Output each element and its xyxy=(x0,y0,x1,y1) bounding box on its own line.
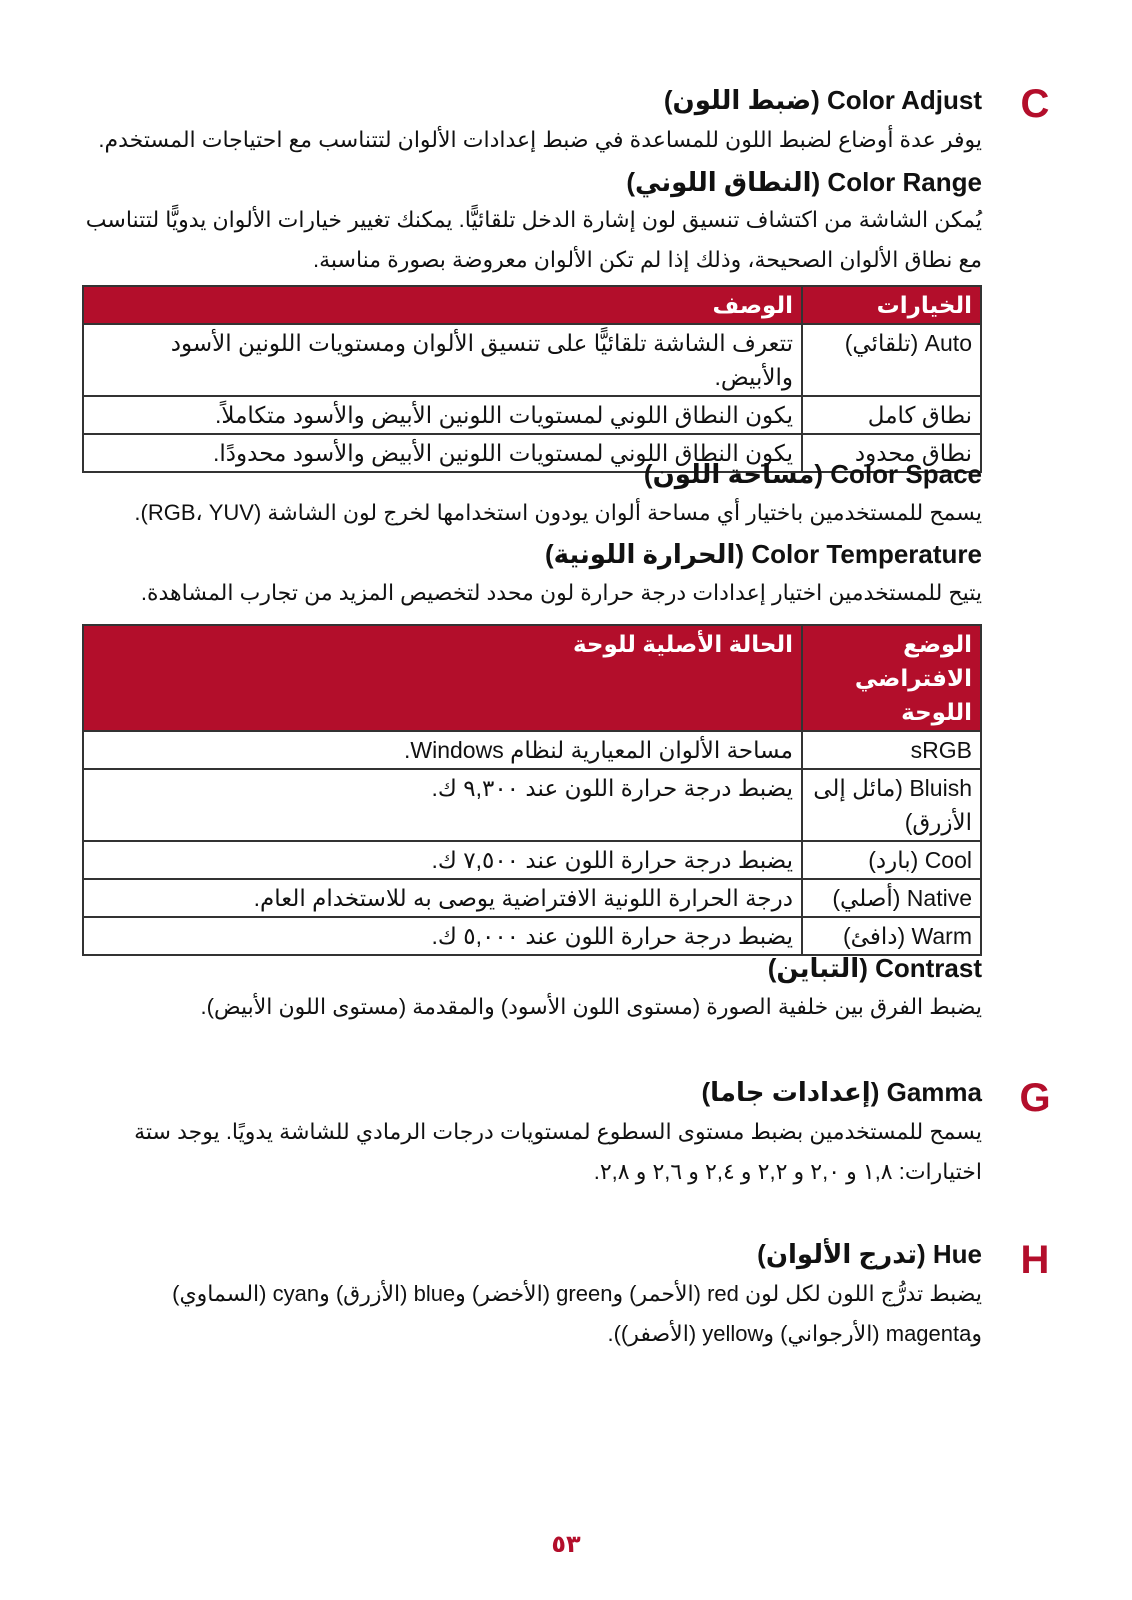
options-header: الخيارات xyxy=(802,286,981,324)
section-letter-c: C xyxy=(1020,82,1050,126)
color-space-heading: Color Space (مساحة اللون) xyxy=(643,459,982,489)
option-description: يكون النطاق اللوني لمستويات اللونين الأبيض والأسود محدودًا. xyxy=(83,434,802,472)
table-row xyxy=(83,731,981,769)
option-name: نطاق كامل xyxy=(802,396,981,434)
gamma-heading: Gamma (إعدادات جاما) xyxy=(701,1077,982,1107)
option-name: Warm (دافئ) xyxy=(802,917,981,955)
table-row xyxy=(83,324,981,396)
color-temperature-table xyxy=(82,624,982,956)
native-state-header: الحالة الأصلية للوحة xyxy=(83,625,802,731)
hue-text: يضبط تدرُّج اللون لكل لون red (الأحمر) وgreen (الأخضر) وblue (الأزرق) وcyan (السماوي) وmagenta (الأرجواني) وyellow (الأصفر)). xyxy=(172,1281,982,1346)
option-name: نطاق محدود xyxy=(802,434,981,472)
option-name: Native (أصلي) xyxy=(802,879,981,917)
color-space-text: يسمح للمستخدمين باختيار أي مساحة ألوان يودون استخدامها لخرج لون الشاشة (RGB، YUV). xyxy=(134,500,982,525)
option-name: sRGB xyxy=(802,731,981,769)
option-description: يضبط درجة حرارة اللون عند ٩,٣٠٠ ك. xyxy=(83,769,802,841)
section-letter-g: G xyxy=(1019,1076,1051,1120)
option-description: يكون النطاق اللوني لمستويات اللونين الأبيض والأسود متكاملاً. xyxy=(83,396,802,434)
table-row xyxy=(83,396,981,434)
color-adjust-text: يوفر عدة أوضاع لضبط اللون للمساعدة في ضبط إعدادات الألوان لتتناسب مع احتياجات المستخدم. xyxy=(98,127,982,152)
table-row xyxy=(83,917,981,955)
option-description: يضبط درجة حرارة اللون عند ٥,٠٠٠ ك. xyxy=(83,917,802,955)
gamma-text: يسمح للمستخدمين بضبط مستوى السطوع لمستويات درجات الرمادي للشاشة يدويًا. يوجد ستة اختيارات: ١,٨ و ٢,٠ و ٢,٢ و ٢,٤ و ٢,٦ و ٢,٨. xyxy=(134,1119,982,1184)
section-letter-h: H xyxy=(1020,1238,1050,1282)
color-range-text: يُمكن الشاشة من اكتشاف تنسيق لون إشارة الدخل تلقائيًّا. يمكنك تغيير خيارات الألوان يدويًّا لتتناسب مع نطاق الألوان الصحيحة، وذلك إذا لم تكن الألوان معروضة بصورة مناسبة. xyxy=(85,207,982,272)
table-row xyxy=(83,841,981,879)
contrast-text: يضبط الفرق بين خلفية الصورة (مستوى اللون الأسود) والمقدمة (مستوى اللون الأبيض). xyxy=(200,994,982,1019)
contrast-heading: Contrast (التباين) xyxy=(767,953,982,983)
option-description: تتعرف الشاشة تلقائيًّا على تنسيق الألوان ومستويات اللونين الأسود والأبيض. xyxy=(83,324,802,396)
color-adjust-heading: Color Adjust (ضبط اللون) xyxy=(663,85,982,115)
option-name: Auto (تلقائي) xyxy=(802,324,981,396)
color-range-table xyxy=(82,285,982,473)
option-description: يضبط درجة حرارة اللون عند ٧,٥٠٠ ك. xyxy=(83,841,802,879)
color-range-heading: Color Range (النطاق اللوني) xyxy=(626,167,982,197)
page-number: ٥٣ xyxy=(551,1531,581,1558)
default-mode-header: الوضع الافتراضي اللوحة xyxy=(802,625,981,731)
option-description: درجة الحرارة اللونية الافتراضية يوصى به للاستخدام العام. xyxy=(83,879,802,917)
color-temperature-heading: Color Temperature (الحرارة اللونية) xyxy=(545,539,982,569)
table-row xyxy=(83,879,981,917)
description-header: الوصف xyxy=(83,286,802,324)
option-name: Cool (بارد) xyxy=(802,841,981,879)
hue-heading: Hue (تدرج الألوان) xyxy=(757,1239,982,1269)
color-temperature-text: يتيح للمستخدمين اختيار إعدادات درجة حرارة لون محدد لتخصيص المزيد من تجارب المشاهدة. xyxy=(140,580,982,605)
table-row xyxy=(83,769,981,841)
option-name: Bluish (مائل إلى الأزرق) xyxy=(802,769,981,841)
option-description: مساحة الألوان المعيارية لنظام Windows. xyxy=(83,731,802,769)
